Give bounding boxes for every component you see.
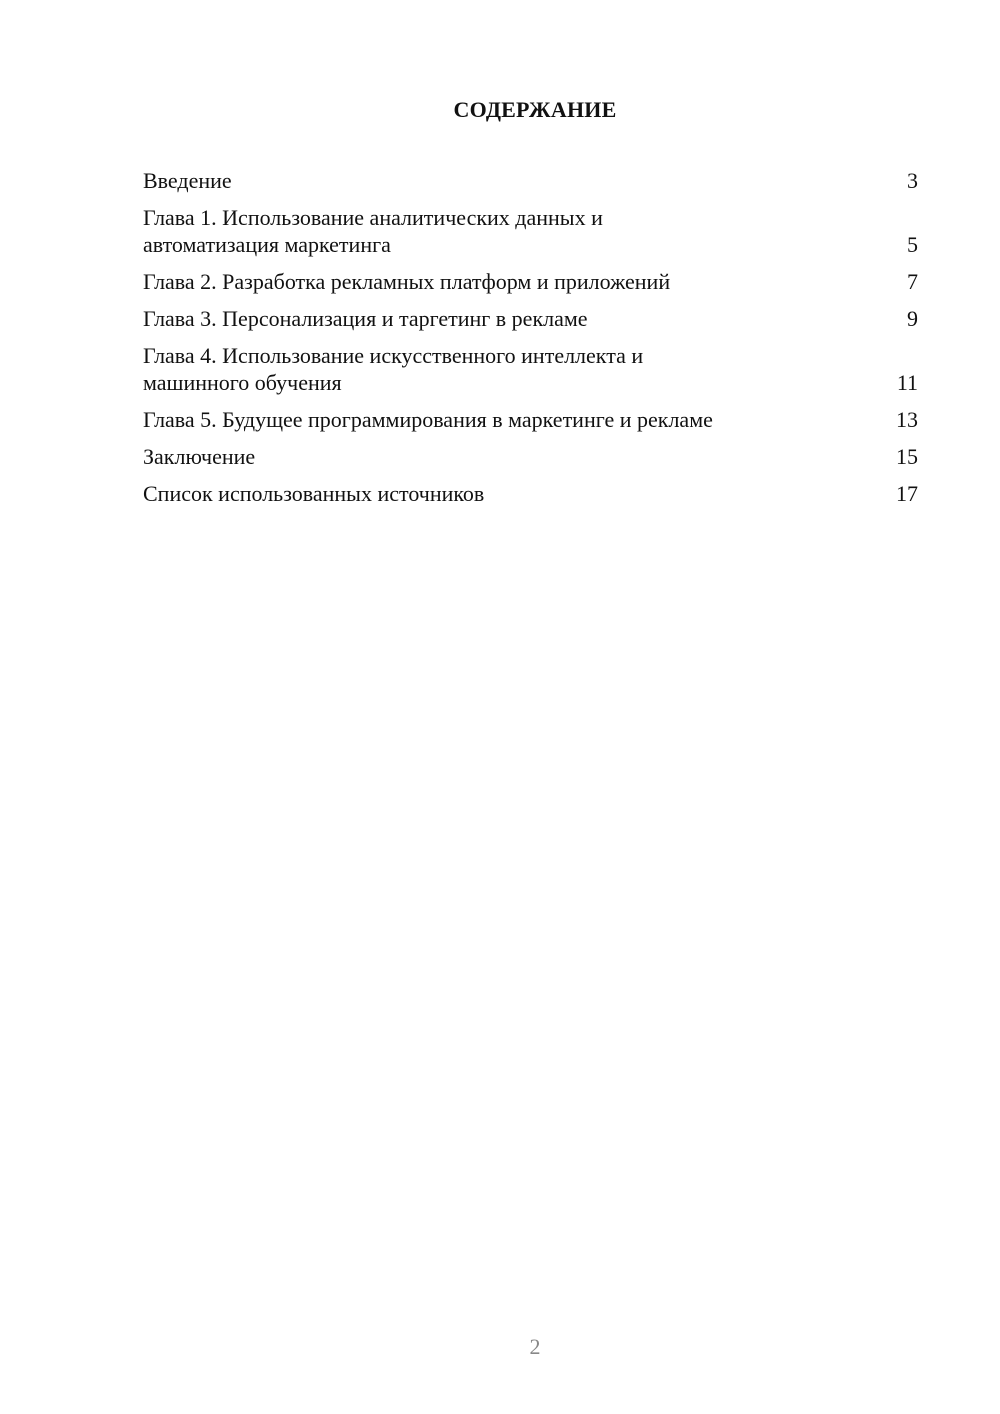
toc-page-number: 11 — [896, 370, 918, 395]
toc-entry-text — [143, 167, 888, 194]
table-of-contents — [143, 167, 918, 517]
toc-entry-line: Заключение — [143, 444, 256, 469]
toc-entry-line: Глава 4. Использование искусственного интеллекта и — [143, 343, 644, 368]
toc-entry-chapter-3[interactable] — [143, 305, 918, 332]
toc-entry-conclusion[interactable] — [143, 443, 918, 470]
toc-page-number: 13 — [896, 407, 918, 432]
toc-entry-text — [143, 305, 888, 332]
toc-entry-text — [143, 268, 888, 295]
toc-page-number: 9 — [907, 306, 918, 331]
toc-entry-text — [143, 204, 888, 258]
toc-entry-text — [143, 342, 888, 396]
toc-entry-line: Глава 3. Персонализация и таргетинг в рекламе — [143, 306, 588, 331]
toc-entry-line: Список использованных источников — [143, 481, 485, 506]
page-title: СОДЕРЖАНИЕ — [453, 97, 617, 122]
toc-entry-chapter-2[interactable] — [143, 268, 918, 295]
toc-entry-line: Глава 1. Использование аналитических данных и — [143, 205, 603, 230]
toc-entry-line: машинного обучения — [143, 370, 342, 395]
page-footer-number: 2 — [529, 1334, 541, 1359]
toc-entry-chapter-5[interactable] — [143, 406, 918, 433]
toc-entry-introduction[interactable] — [143, 167, 918, 194]
toc-entry-references[interactable] — [143, 480, 918, 507]
toc-entry-chapter-4[interactable] — [143, 342, 918, 396]
toc-entry-text — [143, 406, 888, 433]
toc-entry-line: автоматизация маркетинга — [143, 232, 391, 257]
toc-entry-text — [143, 480, 888, 507]
toc-entry-text — [143, 443, 888, 470]
toc-page-number: 7 — [907, 269, 918, 294]
toc-entry-line: Введение — [143, 168, 232, 193]
toc-page-number: 15 — [896, 444, 918, 469]
toc-page-number: 3 — [907, 168, 918, 193]
toc-page-number: 5 — [907, 232, 918, 257]
toc-entry-chapter-1[interactable] — [143, 204, 918, 258]
toc-entry-line: Глава 2. Разработка рекламных платформ и приложений — [143, 269, 671, 294]
toc-page-number: 17 — [896, 481, 918, 506]
toc-entry-line: Глава 5. Будущее программирования в маркетинге и рекламе — [143, 407, 713, 432]
